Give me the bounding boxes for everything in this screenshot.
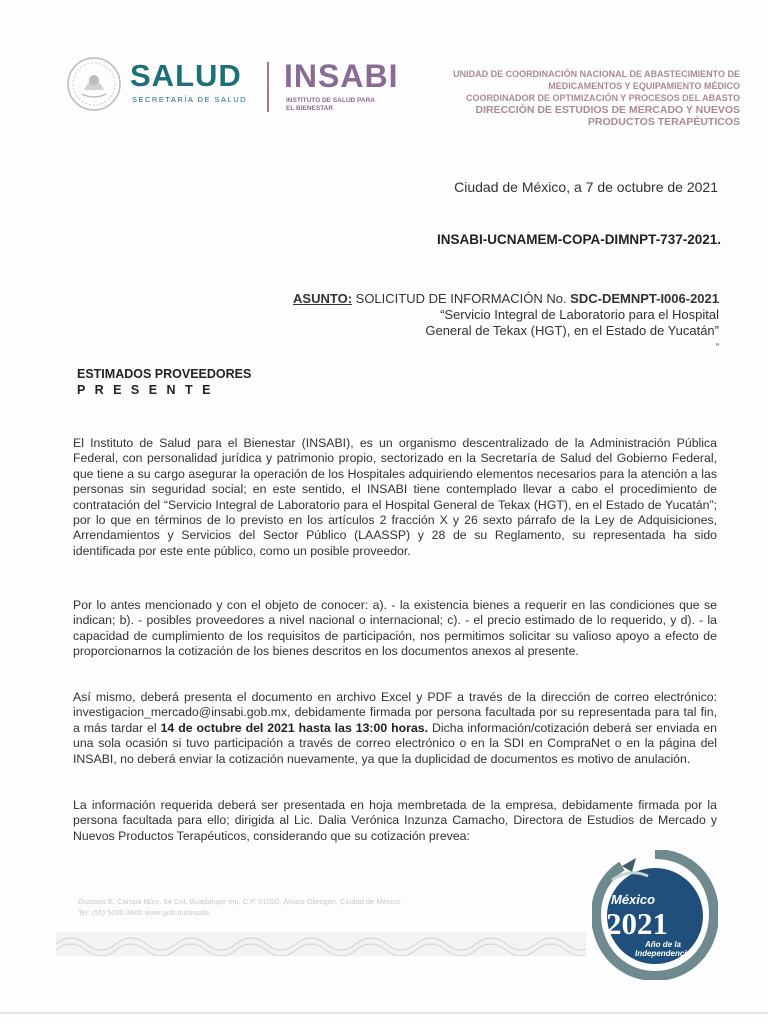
emblem-subtitle: Año de la Independencia (634, 940, 691, 958)
asunto-line3: General de Tekax (HGT), en el Estado de Yucatán” (425, 323, 719, 338)
unit-line3: COORDINADOR DE OPTIMIZACIÓN Y PROCESOS DEL ABASTO (465, 93, 740, 103)
unit-header-block (410, 68, 740, 128)
asunto-block (293, 291, 719, 355)
insabi-subtitle (286, 97, 375, 113)
salud-logo-text: SALUD (130, 58, 242, 93)
bottom-rule (0, 1012, 768, 1014)
footer-address (78, 896, 402, 918)
letter-reference: INSABI-UCNAMEM-COPA-DIMNPT-737-2021. (436, 232, 721, 247)
footer-address-line2: Tel: (55) 5090 3600 www.gob.mx/insabi (78, 908, 209, 917)
header-divider (267, 62, 269, 112)
mexico-seal-icon (66, 56, 122, 112)
insabi-subtitle-line2: EL BIENESTAR (286, 105, 334, 112)
asunto-code: SDC-DEMNPT-I006-2021 (570, 291, 719, 306)
greeting (77, 366, 251, 398)
body-paragraph-2: Por lo antes mencionado y con el objeto de conocer: a). - la existencia bienes a requerir en las condiciones que se indican; b). - posibles proveedores a nivel nacional o internacional; c). - el precio estimado de lo requerido, y d). - la capacidad de cumplimiento de los requisitos de participación, nos permitimos solicitar su valioso apoyo a efecto de proporcionarnos la cotización de los bienes descritos en los documentos anexos al presente. (73, 598, 717, 659)
p3-text-b: Dicha información/cotización deberá ser enviada en una sola ocasión si tuvo participación a través de correo electrónico o en la SDI en CompraNet o en la página del INSABI, no deberá enviar la cotización nuevamente, ya que la duplicidad de documentos es motivo de anulación. (73, 720, 717, 766)
asunto-line2: “Servicio Integral de Laboratorio para el Hospital (440, 307, 719, 322)
asunto-label: ASUNTO: (293, 291, 353, 306)
body-paragraph-4: La información requerida deberá ser presentada en hoja membretada de la empresa, debidamente firmada por la persona facultada para ello; dirigida al Lic. Dalia Verónica Inzunza Camacho, Directora de Estudios de Mercado y Nuevos Productos Terapéuticos, considerando que su cotización prevea: (73, 798, 717, 843)
footer-address-line1: Gustavo E. Campa Núm. 54 Col. Guadalupe Inn, C.P. 01020, Álvaro Obregón, Ciudad de México. (78, 897, 403, 906)
unit-line1: UNIDAD DE COORDINACIÓN NACIONAL DE ABASTECIMIENTO DE (453, 69, 740, 79)
insabi-logo-text: INSABI (284, 58, 399, 94)
unit-line4: DIRECCIÓN DE ESTUDIOS DE MERCADO Y NUEVOS (475, 104, 740, 116)
unit-line2: MEDICAMENTOS Y EQUIPAMIENTO MÉDICO (548, 81, 740, 91)
footer-decorative-band (56, 932, 586, 956)
asunto-line4: ” (716, 342, 719, 352)
asunto-text: SOLICITUD DE INFORMACIÓN No. (352, 291, 571, 306)
salud-subtitle: SECRETARÍA DE SALUD (132, 95, 248, 104)
letter-date: Ciudad de México, a 7 de octubre de 2021 (454, 179, 718, 195)
greeting-line1: ESTIMADOS PROVEEDORES (77, 367, 252, 381)
body-paragraph-1: El Instituto de Salud para el Bienestar (INSABI), es un organismo descentralizado de la Administración Pública Federal, con personalidad jurídica y patrimonio propio, sectorizado en la Secretaría de Salud del Gobierno Federal, que tiene a su cargo asegurar la operación de los Hospitales adquiriendo elementos necesarios para la atención a las personas sin seguridad social; en este sentido, el INSABI tiene contemplado llevar a cabo el procedimiento de contratación del “Servicio Integral de Laboratorio para el Hospital General de Tekax (HGT), en el Estado de Yucatán”; por lo que en términos de lo previsto en los artículos 2 fracción X y 26 sexto párrafo de la Ley de Adquisiciones, Arrendamientos y Servicios del Sector Público (LAASSP) y 28 de su Reglamento, su representada ha sido identificada por este ente público, como un posible proveedor. (73, 436, 717, 558)
insabi-subtitle-line1: INSTITUTO DE SALUD PARA (286, 97, 375, 104)
p3-deadline: 14 de octubre del 2021 hasta las 13:00 horas. (160, 720, 429, 735)
body-paragraph-3 (73, 690, 717, 767)
unit-line5: PRODUCTOS TERAPÉUTICOS (587, 116, 740, 128)
asunto-line1 (293, 291, 719, 307)
p3-text-a: Así mismo, deberá presenta el documento en archivo Excel y PDF a través de la dirección de correo electrónico: investigacion_mercado@insabi.gob.mx, debidamente firmada por persona facultada por su representada para tal fin, a más tardar el (73, 690, 717, 735)
emblem-country: México (611, 892, 656, 907)
emblem-year: 2021 (606, 906, 668, 941)
greeting-line2: P R E S E N T E (77, 383, 214, 397)
